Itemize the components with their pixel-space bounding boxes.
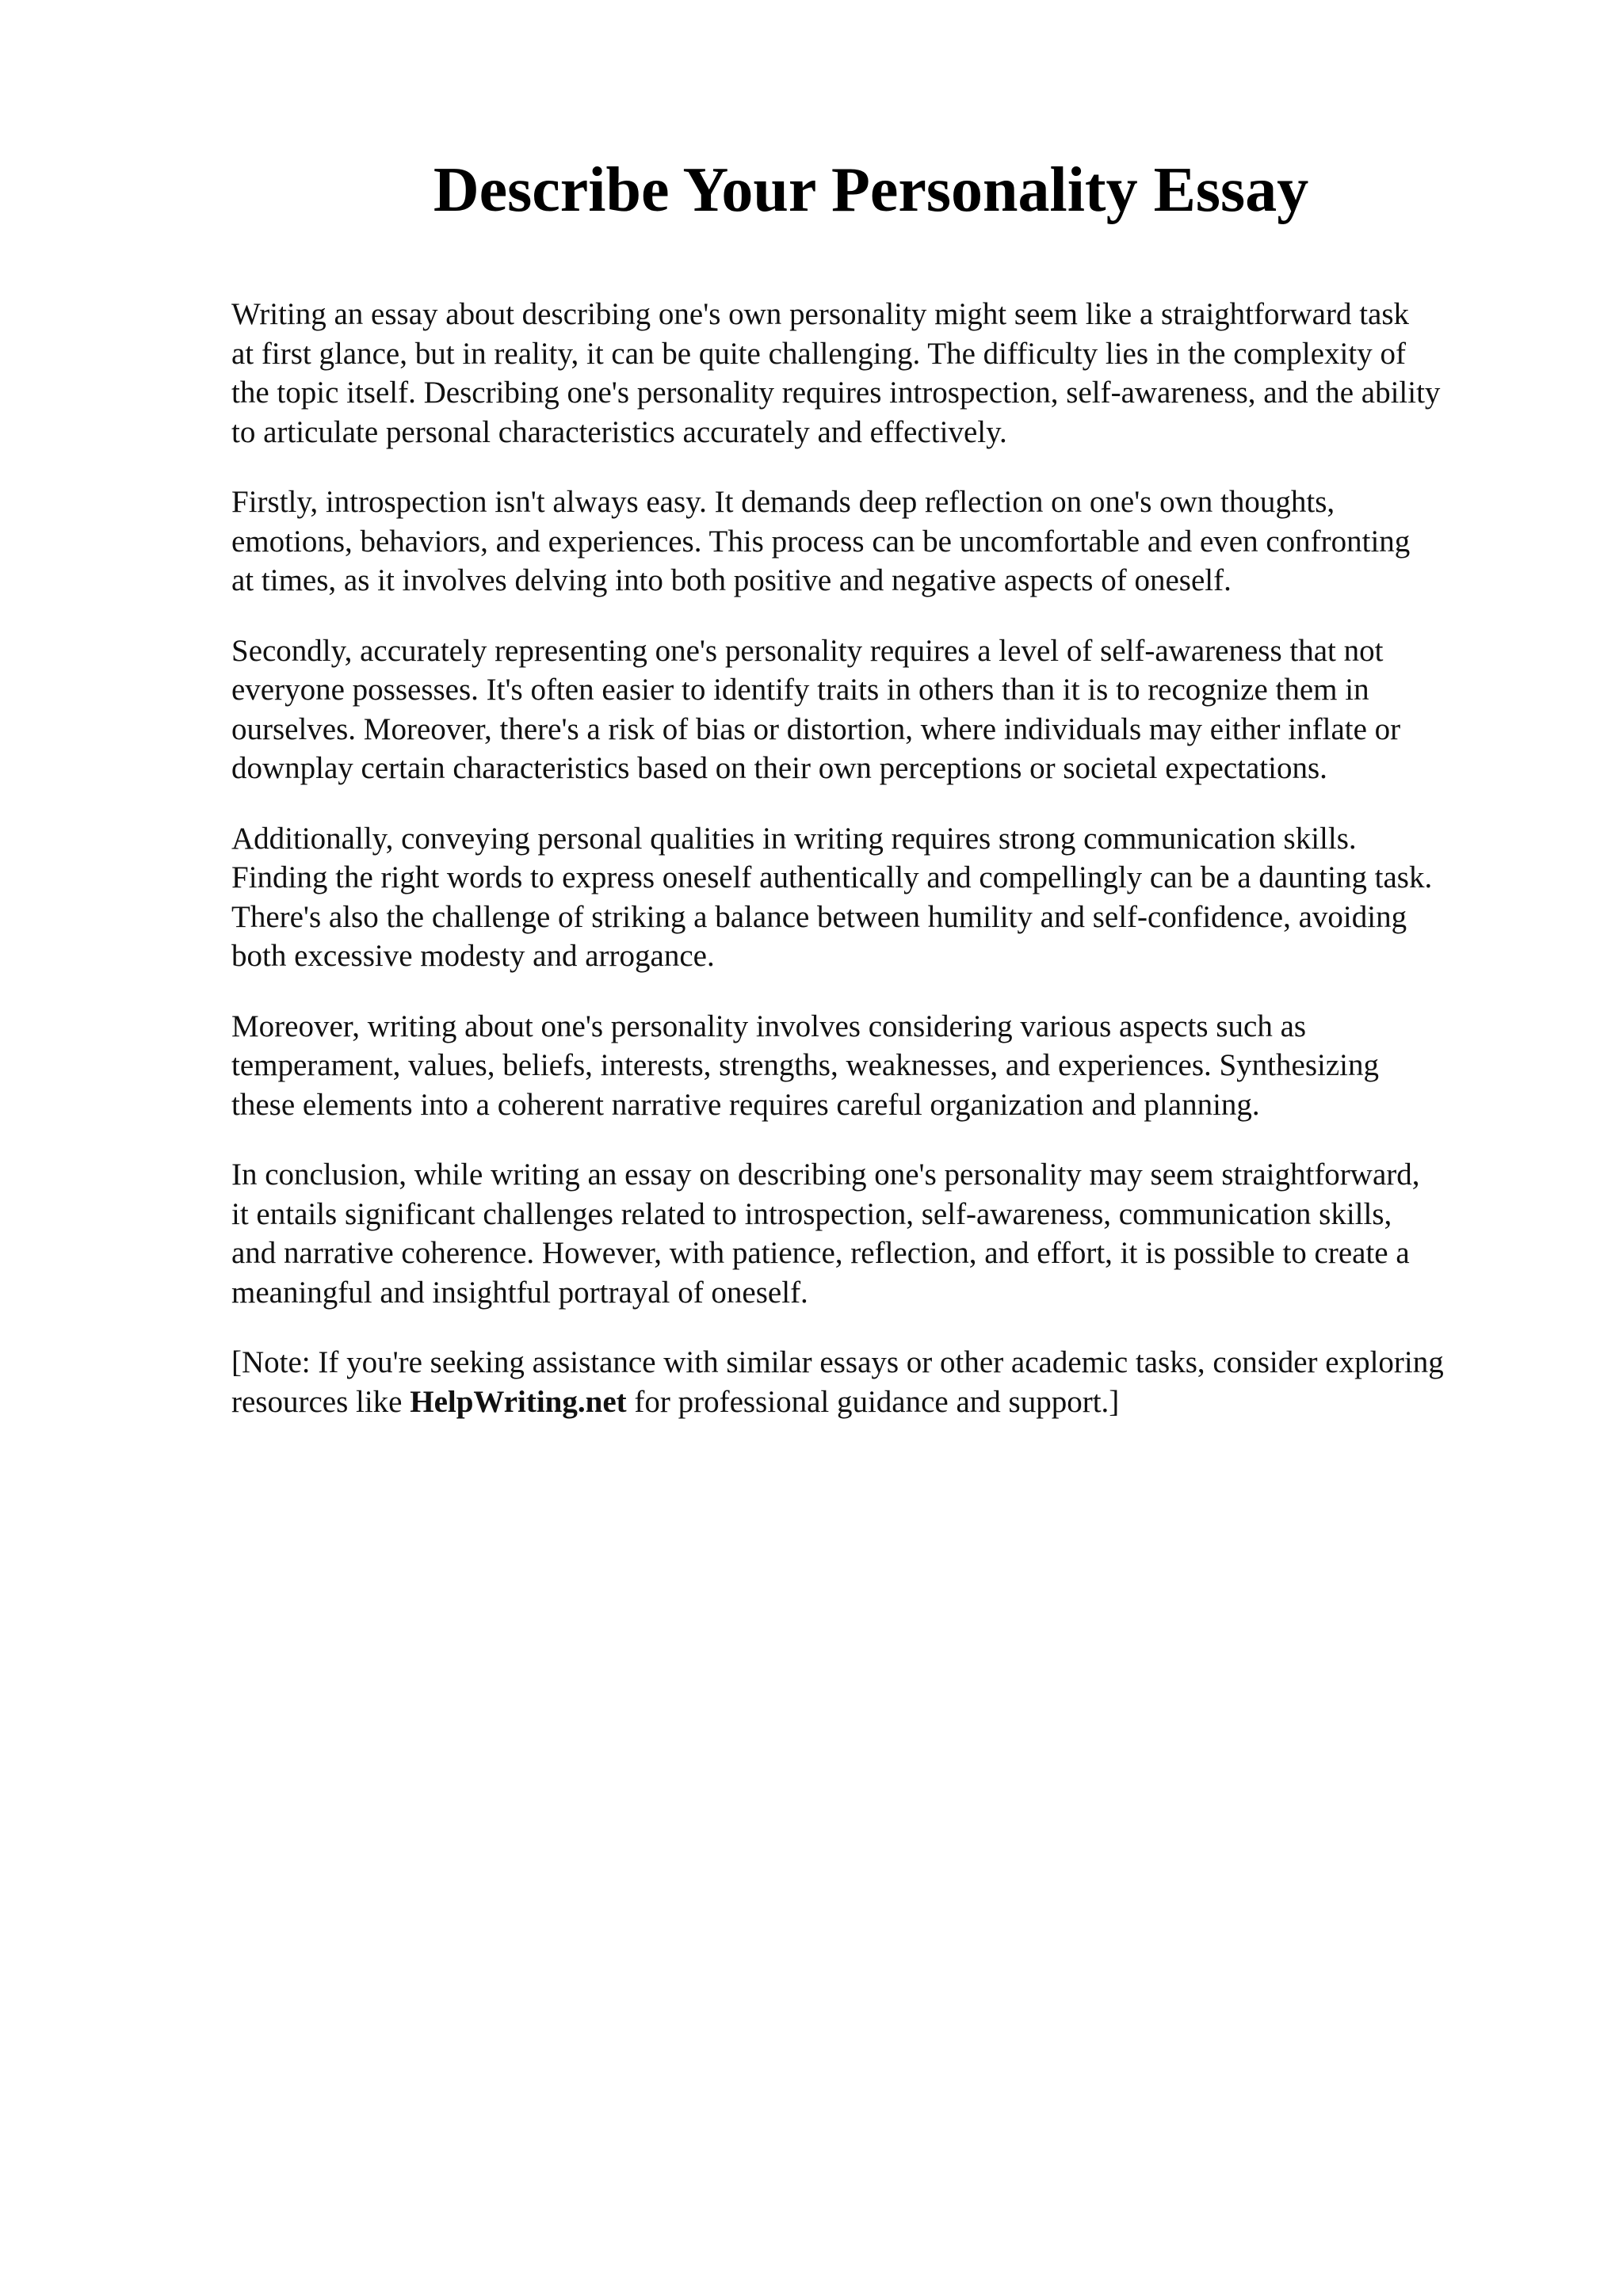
paragraph-3 [231,631,1547,788]
text-line: everyone possesses. It's often easier to identify traits in others than it is to recognize them in [231,673,1369,707]
helpwriting-link[interactable]: HelpWriting.net [410,1384,627,1419]
note-paragraph [231,1343,1547,1421]
paragraph-4 [231,819,1547,976]
essay-body [231,295,1547,1452]
text-line: it entails significant challenges related to introspection, self-awareness, communication skills, [231,1196,1392,1231]
text-line: Writing an essay about describing one's own personality might seem like a straightforward task [231,297,1410,331]
text-line: Secondly, accurately representing one's personality requires a level of self-awareness that not [231,633,1384,668]
text-line: downplay certain characteristics based on their own perceptions or societal expectations. [231,751,1327,785]
paragraph-6 [231,1155,1547,1312]
text-line: at first glance, but in reality, it can be quite challenging. The difficulty lies in the complexity of [231,336,1406,371]
text-line: There's also the challenge of striking a balance between humility and self-confidence, avoiding [231,899,1407,934]
essay-title: Describe Your Personality Essay [433,155,1309,225]
text-line: Firstly, introspection isn't always easy. It demands deep reflection on one's own thoughts, [231,485,1335,519]
text-line: to articulate personal characteristics accurately and effectively. [231,414,1007,449]
text-line: both excessive modesty and arrogance. [231,939,715,973]
text-line: emotions, behaviors, and experiences. This process can be uncomfortable and even confronting [231,524,1411,559]
text-line: Additionally, conveying personal qualities in writing requires strong communication skills. [231,821,1357,856]
note-text-before: resources like [231,1384,411,1419]
note-text-after: for professional guidance and support.] [626,1384,1120,1419]
text-line: the topic itself. Describing one's personality requires introspection, self-awareness, and the ability [231,376,1441,410]
text-line: Finding the right words to express oneself authentically and compellingly can be a daunting task. [231,860,1433,894]
text-line: meaningful and insightful portrayal of oneself. [231,1275,808,1310]
paragraph-2 [231,482,1547,601]
paragraph-1 [231,295,1547,452]
text-line: at times, as it involves delving into both positive and negative aspects of oneself. [231,563,1232,597]
text-line: and narrative coherence. However, with patience, reflection, and effort, it is possible to create a [231,1236,1410,1270]
note-line-1: [Note: If you're seeking assistance with similar essays or other academic tasks, consider exploring [231,1345,1444,1379]
note-line-2 [231,1383,1547,1422]
text-line: In conclusion, while writing an essay on describing one's personality may seem straightforward, [231,1158,1420,1192]
paragraph-5 [231,1007,1547,1125]
text-line: temperament, values, beliefs, interests, strengths, weaknesses, and experiences. Synthesizing [231,1048,1379,1082]
text-line: these elements into a coherent narrative requires careful organization and planning. [231,1087,1260,1122]
text-line: Moreover, writing about one's personality involves considering various aspects such as [231,1009,1307,1043]
text-line: ourselves. Moreover, there's a risk of bias or distortion, where individuals may either inflate or [231,711,1401,746]
